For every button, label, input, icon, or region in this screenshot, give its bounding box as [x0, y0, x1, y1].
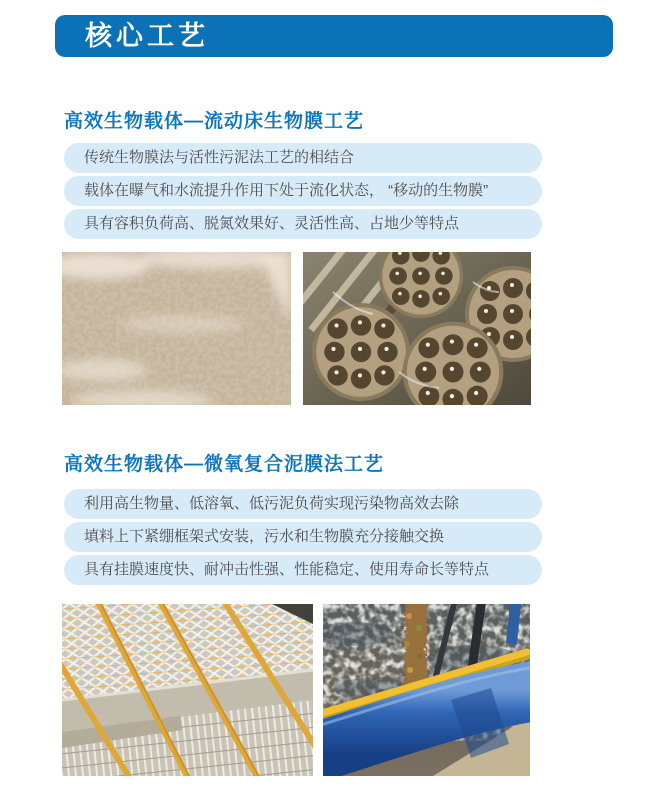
feature-pill: [64, 209, 542, 239]
feature-pill-text: 载体在曝气和水流提升作用下处于流化状态， “移动的生物膜”: [84, 182, 489, 199]
feature-pill: [64, 555, 542, 585]
feature-pill-text: 传统生物膜法与活性污泥法工艺的相结合: [84, 149, 355, 166]
feature-pill: [64, 489, 542, 519]
section-title-micro-aerobic-composite: 高效生物载体—微氧复合泥膜法工艺: [64, 454, 385, 475]
feature-pill: [64, 176, 542, 206]
feature-pill-text: 填料上下紧绷框架式安装，污水和生物膜充分接触交换: [84, 528, 445, 545]
feature-pill-text: 具有容积负荷高、脱氮效果好、灵活性高、占地少等特点: [84, 215, 460, 232]
page-title: 核心工艺: [85, 21, 209, 51]
section-title-fluidized-bed-biofilm: 高效生物载体—流动床生物膜工艺: [64, 111, 365, 132]
biofilm-carrier-photo: [303, 252, 531, 405]
page-title-banner: [55, 15, 613, 57]
feature-pill-text: 具有挂膜速度快、耐冲击性强、性能稳定、使用寿命长等特点: [84, 561, 490, 578]
aeration-tank-pipe-photo: [323, 604, 530, 776]
feature-pill: [64, 522, 542, 552]
aeration-foam-photo: [62, 252, 291, 405]
carrier-frame-grating-photo: [62, 604, 313, 776]
feature-pill: [64, 143, 542, 173]
feature-pill-text: 利用高生物量、低溶氧、低污泥负荷实现污染物高效去除: [84, 495, 460, 512]
